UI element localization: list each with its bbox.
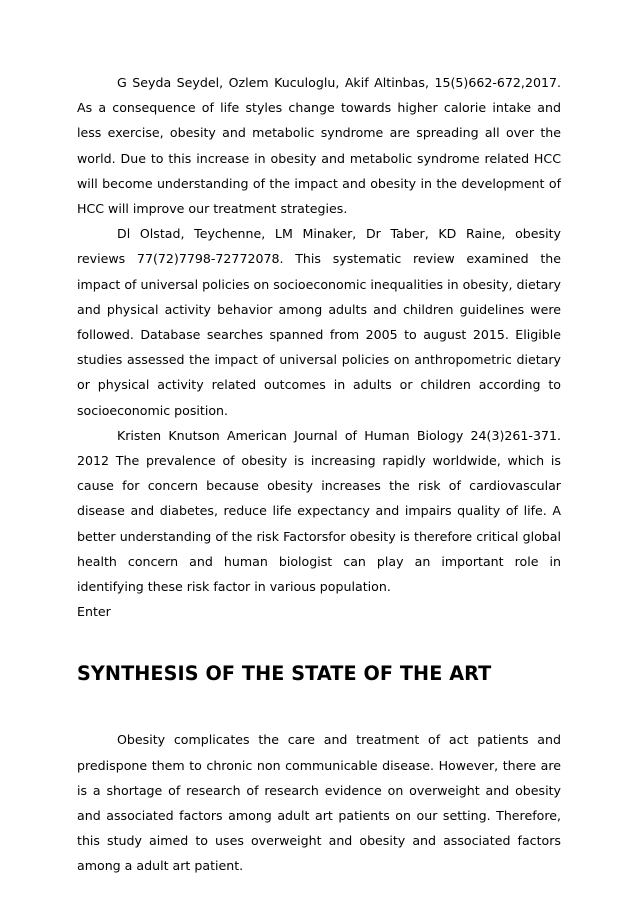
literature-paragraph-knutson: Kristen Knutson American Journal of Human Biology 24(3)261-371. 2012 The prevalence of obesity is increasing rapidly worldwide, which is cause for concern because obesity increases the risk of cardiovascular disease and diabetes, reduce life expectancy and impairs quality of life. A better understanding of the risk Factorsfor obesity is therefore critical global health concern and human biologist can play an important role in identifying these risk factor in various population. [77,427,561,595]
literature-paragraph-seydel: G Seyda Seydel, Ozlem Kuculoglu, Akif Altinbas, 15(5)662-672,2017. As a consequence of life styles change towards higher calorie intake and less exercise, obesity and metabolic syndrome are spreading all over the world. Due to this increase in obesity and metabolic syndrome related HCC will become understanding of the impact and obesity in the development of HCC will improve our treatment strategies. [77,75,561,217]
section-heading: SYNTHESIS OF THE STATE OF THE ART [77,662,492,686]
synthesis-paragraph: Obesity complicates the care and treatment of act patients and predispone them to chronic non communicable disease. However, there are is a shortage of research of research evidence on overweight and obesity and associated factors among adult art patients on our setting. Therefore, this study aimed to uses overweight and obesity and associated factors among a adult art patient. [77,732,561,874]
literature-paragraph-olstad: Dl Olstad, Teychenne, LM Minaker, Dr Taber, KD Raine, obesity reviews 77(72)7798-72772078. This systematic review examined the impact of universal policies on socioeconomic inequalities in obesity, dietary and physical activity behavior among adults and children guidelines were followed. Database searches spanned from 2005 to august 2015. Eligible studies assessed the impact of universal policies on anthropometric dietary or physical activity related outcomes in adults or children according to socioeconomic position. [77,226,561,418]
enter-text: Enter [77,604,111,620]
